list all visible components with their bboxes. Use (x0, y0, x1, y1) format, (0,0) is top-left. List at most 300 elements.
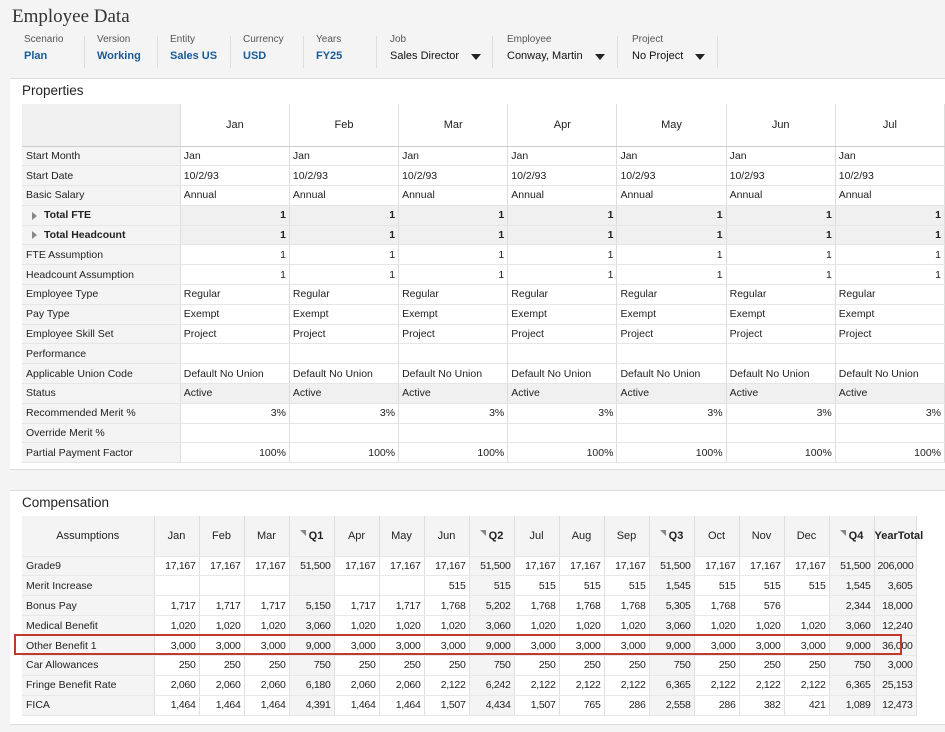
properties-row (22, 403, 945, 423)
data-cell[interactable]: 100% (399, 443, 508, 463)
pov-project-selector[interactable] (632, 34, 705, 62)
data-cell[interactable]: 1 (399, 225, 508, 245)
data-cell[interactable]: 17,167 (424, 556, 469, 576)
data-cell[interactable]: 1 (835, 205, 944, 225)
pov-entity-selector[interactable] (170, 34, 217, 62)
data-cell[interactable]: 1,507 (424, 695, 469, 715)
data-cell[interactable]: Regular (835, 285, 944, 305)
pov-employee-selector[interactable] (507, 34, 605, 62)
data-cell[interactable]: Annual (617, 186, 726, 206)
data-cell[interactable]: 515 (424, 576, 469, 596)
data-cell[interactable]: Default No Union (617, 364, 726, 384)
data-cell[interactable]: 17,167 (784, 556, 829, 576)
compensation-row (22, 695, 916, 715)
data-cell[interactable]: 765 (559, 695, 604, 715)
data-cell[interactable]: 1,464 (379, 695, 424, 715)
data-cell[interactable]: 1,464 (154, 695, 199, 715)
data-cell[interactable]: Active (180, 384, 289, 404)
column-header-dec[interactable]: Dec (784, 516, 829, 556)
data-cell[interactable]: 5,150 (289, 596, 334, 616)
data-cell[interactable]: Regular (289, 285, 398, 305)
data-cell[interactable]: 1,020 (784, 616, 829, 636)
data-cell[interactable] (379, 576, 424, 596)
properties-row (22, 344, 945, 364)
column-header-q2[interactable] (469, 516, 514, 556)
data-cell[interactable] (154, 576, 199, 596)
data-cell[interactable]: 51,500 (289, 556, 334, 576)
data-cell[interactable]: 1,020 (604, 616, 649, 636)
data-cell[interactable]: 1,717 (334, 596, 379, 616)
data-cell[interactable]: Jan (835, 146, 944, 166)
data-cell[interactable]: Active (399, 384, 508, 404)
data-cell[interactable]: 1,768 (514, 596, 559, 616)
column-header-may[interactable]: May (617, 104, 726, 146)
data-cell[interactable]: 3% (726, 403, 835, 423)
data-cell[interactable]: Default No Union (180, 364, 289, 384)
data-cell[interactable]: 9,000 (469, 636, 514, 656)
data-cell[interactable]: Project (617, 324, 726, 344)
data-cell[interactable]: 3% (617, 403, 726, 423)
data-cell[interactable] (244, 576, 289, 596)
properties-row (22, 364, 945, 384)
data-cell[interactable]: 1 (835, 245, 944, 265)
data-cell[interactable]: 1,464 (244, 695, 289, 715)
data-cell[interactable]: 3,000 (154, 636, 199, 656)
data-cell[interactable] (617, 344, 726, 364)
data-cell[interactable]: Jan (289, 146, 398, 166)
column-header-q4[interactable] (829, 516, 874, 556)
data-cell[interactable]: Regular (399, 285, 508, 305)
data-cell[interactable]: 250 (154, 655, 199, 675)
data-cell[interactable]: 3% (835, 403, 944, 423)
data-cell[interactable]: 1 (289, 205, 398, 225)
data-cell[interactable]: Regular (617, 285, 726, 305)
data-cell[interactable]: Active (617, 384, 726, 404)
data-cell[interactable]: 100% (835, 443, 944, 463)
data-cell[interactable]: 18,000 (874, 596, 916, 616)
data-cell[interactable]: 515 (694, 576, 739, 596)
chevron-down-icon[interactable] (695, 54, 705, 60)
column-header-sep[interactable]: Sep (604, 516, 649, 556)
data-cell[interactable]: 2,060 (334, 675, 379, 695)
data-cell[interactable]: 9,000 (649, 636, 694, 656)
data-cell[interactable]: 1,545 (829, 576, 874, 596)
data-cell[interactable]: 1,717 (379, 596, 424, 616)
data-cell[interactable]: Active (835, 384, 944, 404)
data-cell[interactable]: 1,020 (334, 616, 379, 636)
data-cell[interactable]: 515 (604, 576, 649, 596)
data-cell[interactable]: 1,020 (199, 616, 244, 636)
data-cell[interactable]: 25,153 (874, 675, 916, 695)
column-header-apr[interactable]: Apr (508, 104, 617, 146)
data-cell[interactable]: 250 (604, 655, 649, 675)
data-cell[interactable]: 17,167 (694, 556, 739, 576)
data-cell[interactable]: 2,060 (244, 675, 289, 695)
column-header-mar[interactable]: Mar (399, 104, 508, 146)
data-cell[interactable]: Annual (289, 186, 398, 206)
data-cell[interactable]: 1 (399, 205, 508, 225)
data-cell[interactable]: 1 (180, 265, 289, 285)
data-cell[interactable]: 3% (399, 403, 508, 423)
data-cell[interactable]: Exempt (399, 304, 508, 324)
pov-version-selector[interactable] (97, 34, 141, 62)
data-cell[interactable]: 3,605 (874, 576, 916, 596)
data-cell[interactable]: Jan (399, 146, 508, 166)
data-cell[interactable] (508, 423, 617, 443)
data-cell[interactable]: 250 (739, 655, 784, 675)
data-cell[interactable]: Jan (726, 146, 835, 166)
data-cell[interactable]: 515 (559, 576, 604, 596)
data-cell[interactable]: 1 (180, 245, 289, 265)
data-cell[interactable] (835, 344, 944, 364)
data-cell[interactable]: Project (726, 324, 835, 344)
column-header-apr[interactable]: Apr (334, 516, 379, 556)
data-cell[interactable]: Jan (617, 146, 726, 166)
chevron-down-icon[interactable] (595, 54, 605, 60)
data-cell[interactable]: 17,167 (739, 556, 784, 576)
data-cell[interactable]: 515 (514, 576, 559, 596)
data-cell[interactable]: 250 (199, 655, 244, 675)
data-cell[interactable] (399, 344, 508, 364)
data-cell[interactable]: Regular (726, 285, 835, 305)
data-cell[interactable]: 17,167 (334, 556, 379, 576)
data-cell[interactable]: 100% (508, 443, 617, 463)
data-cell[interactable]: 1 (289, 265, 398, 285)
data-cell[interactable]: 1,464 (334, 695, 379, 715)
data-cell[interactable]: 3,000 (424, 636, 469, 656)
data-cell[interactable]: 1,545 (649, 576, 694, 596)
column-header-feb[interactable]: Feb (199, 516, 244, 556)
data-cell[interactable]: Default No Union (289, 364, 398, 384)
data-cell[interactable]: Default No Union (835, 364, 944, 384)
data-cell[interactable]: 100% (726, 443, 835, 463)
data-cell[interactable]: 10/2/93 (289, 166, 398, 186)
data-cell[interactable]: 3,000 (379, 636, 424, 656)
data-cell[interactable]: 3,000 (199, 636, 244, 656)
data-cell[interactable]: 6,365 (829, 675, 874, 695)
data-cell[interactable]: Annual (399, 186, 508, 206)
data-cell[interactable]: 515 (469, 576, 514, 596)
data-cell[interactable]: 6,365 (649, 675, 694, 695)
data-cell[interactable]: 3,000 (559, 636, 604, 656)
data-cell[interactable]: 250 (784, 655, 829, 675)
data-cell[interactable]: 100% (617, 443, 726, 463)
data-cell[interactable]: Annual (726, 186, 835, 206)
data-cell[interactable]: 1,020 (514, 616, 559, 636)
data-cell[interactable]: 1,768 (559, 596, 604, 616)
data-cell[interactable]: 382 (739, 695, 784, 715)
data-cell[interactable]: 3,060 (649, 616, 694, 636)
data-cell[interactable]: 250 (424, 655, 469, 675)
data-cell[interactable]: 12,240 (874, 616, 916, 636)
data-cell[interactable] (617, 423, 726, 443)
data-cell[interactable]: 250 (244, 655, 289, 675)
data-cell[interactable]: Annual (835, 186, 944, 206)
pov-currency-selector[interactable] (243, 34, 284, 62)
collapse-icon[interactable] (480, 530, 486, 536)
data-cell[interactable]: 3,000 (334, 636, 379, 656)
data-cell[interactable]: 1 (289, 225, 398, 245)
data-cell[interactable]: 1 (289, 245, 398, 265)
data-cell[interactable]: 1,717 (244, 596, 289, 616)
data-cell[interactable]: Exempt (508, 304, 617, 324)
data-cell[interactable]: Default No Union (399, 364, 508, 384)
column-header-q3[interactable] (649, 516, 694, 556)
data-cell[interactable]: 36,000 (874, 636, 916, 656)
data-cell[interactable]: 51,500 (829, 556, 874, 576)
data-cell[interactable]: 10/2/93 (180, 166, 289, 186)
data-cell[interactable]: Regular (508, 285, 617, 305)
data-cell[interactable]: Project (835, 324, 944, 344)
properties-grid (22, 104, 945, 463)
data-cell[interactable]: 17,167 (244, 556, 289, 576)
data-cell[interactable]: 17,167 (604, 556, 649, 576)
data-cell[interactable]: 421 (784, 695, 829, 715)
column-header-jun[interactable]: Jun (424, 516, 469, 556)
data-cell[interactable]: 3,060 (829, 616, 874, 636)
data-cell[interactable]: Annual (180, 186, 289, 206)
data-cell[interactable]: Active (508, 384, 617, 404)
data-cell[interactable]: 1 (617, 265, 726, 285)
data-cell[interactable]: 2,122 (604, 675, 649, 695)
data-cell[interactable]: 10/2/93 (835, 166, 944, 186)
data-cell[interactable] (399, 423, 508, 443)
column-header-mar[interactable]: Mar (244, 516, 289, 556)
data-cell[interactable]: 100% (180, 443, 289, 463)
data-cell[interactable]: 1 (508, 225, 617, 245)
data-cell[interactable]: 1 (508, 265, 617, 285)
data-cell[interactable]: 250 (379, 655, 424, 675)
data-cell[interactable]: 576 (739, 596, 784, 616)
data-cell[interactable]: 1,768 (604, 596, 649, 616)
data-cell[interactable]: 286 (694, 695, 739, 715)
data-cell[interactable]: 515 (784, 576, 829, 596)
data-cell[interactable] (726, 344, 835, 364)
data-cell[interactable]: 1 (180, 205, 289, 225)
data-cell[interactable]: 17,167 (154, 556, 199, 576)
data-cell[interactable]: 750 (829, 655, 874, 675)
column-header-jul[interactable]: Jul (835, 104, 944, 146)
collapse-icon[interactable] (300, 530, 306, 536)
data-cell[interactable]: 10/2/93 (399, 166, 508, 186)
data-cell[interactable]: 51,500 (649, 556, 694, 576)
data-cell[interactable]: Project (180, 324, 289, 344)
data-cell[interactable]: 1,089 (829, 695, 874, 715)
data-cell[interactable]: 3% (180, 403, 289, 423)
data-cell[interactable]: Exempt (726, 304, 835, 324)
data-cell[interactable]: Project (399, 324, 508, 344)
data-cell[interactable]: 1 (726, 205, 835, 225)
expand-icon[interactable] (32, 231, 37, 239)
data-cell[interactable] (199, 576, 244, 596)
data-cell[interactable]: 17,167 (379, 556, 424, 576)
data-cell[interactable]: Exempt (289, 304, 398, 324)
data-cell[interactable]: Active (289, 384, 398, 404)
data-cell[interactable]: 5,305 (649, 596, 694, 616)
data-cell[interactable]: 1,507 (514, 695, 559, 715)
data-cell[interactable]: 1,020 (694, 616, 739, 636)
data-cell[interactable] (180, 423, 289, 443)
data-cell[interactable]: 1,768 (694, 596, 739, 616)
column-header-label: Q3 (668, 529, 684, 542)
data-cell[interactable]: 3,000 (514, 636, 559, 656)
data-cell[interactable]: Exempt (835, 304, 944, 324)
pov-scenario-selector[interactable] (24, 34, 63, 62)
data-cell[interactable]: 286 (604, 695, 649, 715)
data-cell[interactable]: 3,000 (604, 636, 649, 656)
data-cell[interactable]: 2,060 (379, 675, 424, 695)
data-cell[interactable]: 1,768 (424, 596, 469, 616)
data-cell[interactable]: 4,391 (289, 695, 334, 715)
data-cell[interactable]: 3,060 (289, 616, 334, 636)
data-cell[interactable]: 17,167 (514, 556, 559, 576)
data-cell[interactable]: 750 (469, 655, 514, 675)
data-cell[interactable] (289, 423, 398, 443)
data-cell[interactable]: 100% (289, 443, 398, 463)
data-cell[interactable]: 1 (399, 245, 508, 265)
data-cell[interactable]: 10/2/93 (508, 166, 617, 186)
data-cell[interactable]: 6,242 (469, 675, 514, 695)
data-cell[interactable]: 5,202 (469, 596, 514, 616)
data-cell[interactable]: 250 (559, 655, 604, 675)
pov-job-selector[interactable] (390, 34, 481, 62)
data-cell[interactable]: 1,020 (379, 616, 424, 636)
data-cell[interactable] (289, 576, 334, 596)
data-cell[interactable]: 9,000 (289, 636, 334, 656)
column-header-yeartotal[interactable]: YearTotal (874, 516, 916, 556)
data-cell[interactable]: 6,180 (289, 675, 334, 695)
data-cell[interactable]: 250 (694, 655, 739, 675)
data-cell[interactable] (726, 423, 835, 443)
column-header-may[interactable]: May (379, 516, 424, 556)
data-cell[interactable]: 1,717 (199, 596, 244, 616)
data-cell[interactable]: 2,122 (784, 675, 829, 695)
data-cell[interactable]: 3% (289, 403, 398, 423)
data-cell[interactable]: 515 (739, 576, 784, 596)
chevron-down-icon[interactable] (471, 54, 481, 60)
data-cell[interactable]: Project (508, 324, 617, 344)
data-cell[interactable]: 2,122 (694, 675, 739, 695)
data-cell[interactable]: 1 (180, 225, 289, 245)
data-cell[interactable]: 1 (835, 225, 944, 245)
data-cell[interactable]: 1,020 (244, 616, 289, 636)
data-cell[interactable]: 750 (289, 655, 334, 675)
data-cell[interactable]: Project (289, 324, 398, 344)
data-cell[interactable] (289, 344, 398, 364)
data-cell[interactable]: 1 (508, 205, 617, 225)
data-cell[interactable]: 206,000 (874, 556, 916, 576)
data-cell[interactable]: 3,000 (739, 636, 784, 656)
data-cell[interactable] (784, 596, 829, 616)
data-cell[interactable]: 17,167 (559, 556, 604, 576)
data-cell[interactable]: 250 (514, 655, 559, 675)
data-cell[interactable]: 51,500 (469, 556, 514, 576)
data-cell[interactable]: Active (726, 384, 835, 404)
data-cell[interactable]: 3,000 (244, 636, 289, 656)
data-cell[interactable]: 1 (399, 265, 508, 285)
data-cell[interactable] (508, 344, 617, 364)
data-cell[interactable]: Jan (180, 146, 289, 166)
data-cell[interactable]: 10/2/93 (726, 166, 835, 186)
data-cell[interactable]: 1,020 (424, 616, 469, 636)
data-cell[interactable]: 2,060 (199, 675, 244, 695)
collapse-icon[interactable] (660, 530, 666, 536)
data-cell[interactable]: 2,060 (154, 675, 199, 695)
data-cell[interactable]: 1 (617, 205, 726, 225)
data-cell[interactable]: Annual (508, 186, 617, 206)
data-cell[interactable]: 3,060 (469, 616, 514, 636)
data-cell[interactable]: 3% (508, 403, 617, 423)
column-header-jun[interactable]: Jun (726, 104, 835, 146)
data-cell[interactable] (835, 423, 944, 443)
data-cell[interactable]: 2,122 (739, 675, 784, 695)
data-cell[interactable]: 2,122 (424, 675, 469, 695)
pov-scenario-label: Scenario (24, 34, 64, 45)
column-header-jan[interactable]: Jan (154, 516, 199, 556)
data-cell[interactable]: 12,473 (874, 695, 916, 715)
data-cell[interactable]: 1,717 (154, 596, 199, 616)
data-cell[interactable]: Default No Union (508, 364, 617, 384)
data-cell[interactable]: 1 (726, 225, 835, 245)
data-cell[interactable]: 3,000 (784, 636, 829, 656)
row-header: Bonus Pay (22, 596, 154, 616)
column-header-feb[interactable]: Feb (289, 104, 398, 146)
column-header-oct[interactable]: Oct (694, 516, 739, 556)
data-cell[interactable]: 750 (649, 655, 694, 675)
data-cell[interactable] (334, 576, 379, 596)
column-header-q1[interactable] (289, 516, 334, 556)
data-cell[interactable] (180, 344, 289, 364)
data-cell[interactable]: 2,122 (559, 675, 604, 695)
column-header-jan[interactable]: Jan (180, 104, 289, 146)
data-cell[interactable]: 4,434 (469, 695, 514, 715)
data-cell[interactable]: 2,344 (829, 596, 874, 616)
data-cell[interactable]: 2,558 (649, 695, 694, 715)
data-cell[interactable]: 1 (508, 245, 617, 265)
data-cell[interactable]: 1,020 (559, 616, 604, 636)
column-header-label: Q4 (848, 529, 864, 542)
properties-row (22, 205, 945, 225)
data-cell[interactable]: Regular (180, 285, 289, 305)
data-cell[interactable]: 2,122 (514, 675, 559, 695)
column-header-jul[interactable]: Jul (514, 516, 559, 556)
pov-years-selector[interactable] (316, 34, 342, 62)
data-cell[interactable]: Exempt (617, 304, 726, 324)
data-cell[interactable]: Exempt (180, 304, 289, 324)
data-cell[interactable]: 3,000 (694, 636, 739, 656)
data-cell[interactable]: 1 (726, 265, 835, 285)
data-cell[interactable]: 17,167 (199, 556, 244, 576)
data-cell[interactable]: 1,464 (199, 695, 244, 715)
data-cell[interactable]: 1,020 (154, 616, 199, 636)
data-cell[interactable]: Default No Union (726, 364, 835, 384)
data-cell[interactable]: 1 (835, 265, 944, 285)
data-cell[interactable]: Jan (508, 146, 617, 166)
collapse-icon[interactable] (840, 530, 846, 536)
data-cell[interactable]: 3,000 (874, 655, 916, 675)
row-header: Merit Increase (22, 576, 154, 596)
column-header-nov[interactable]: Nov (739, 516, 784, 556)
data-cell[interactable]: 1 (726, 245, 835, 265)
column-header-aug[interactable]: Aug (559, 516, 604, 556)
data-cell[interactable]: 1,020 (739, 616, 784, 636)
data-cell[interactable]: 9,000 (829, 636, 874, 656)
data-cell[interactable]: 10/2/93 (617, 166, 726, 186)
expand-icon[interactable] (32, 212, 37, 220)
data-cell[interactable]: 1 (617, 225, 726, 245)
data-cell[interactable]: 1 (617, 245, 726, 265)
data-cell[interactable]: 250 (334, 655, 379, 675)
